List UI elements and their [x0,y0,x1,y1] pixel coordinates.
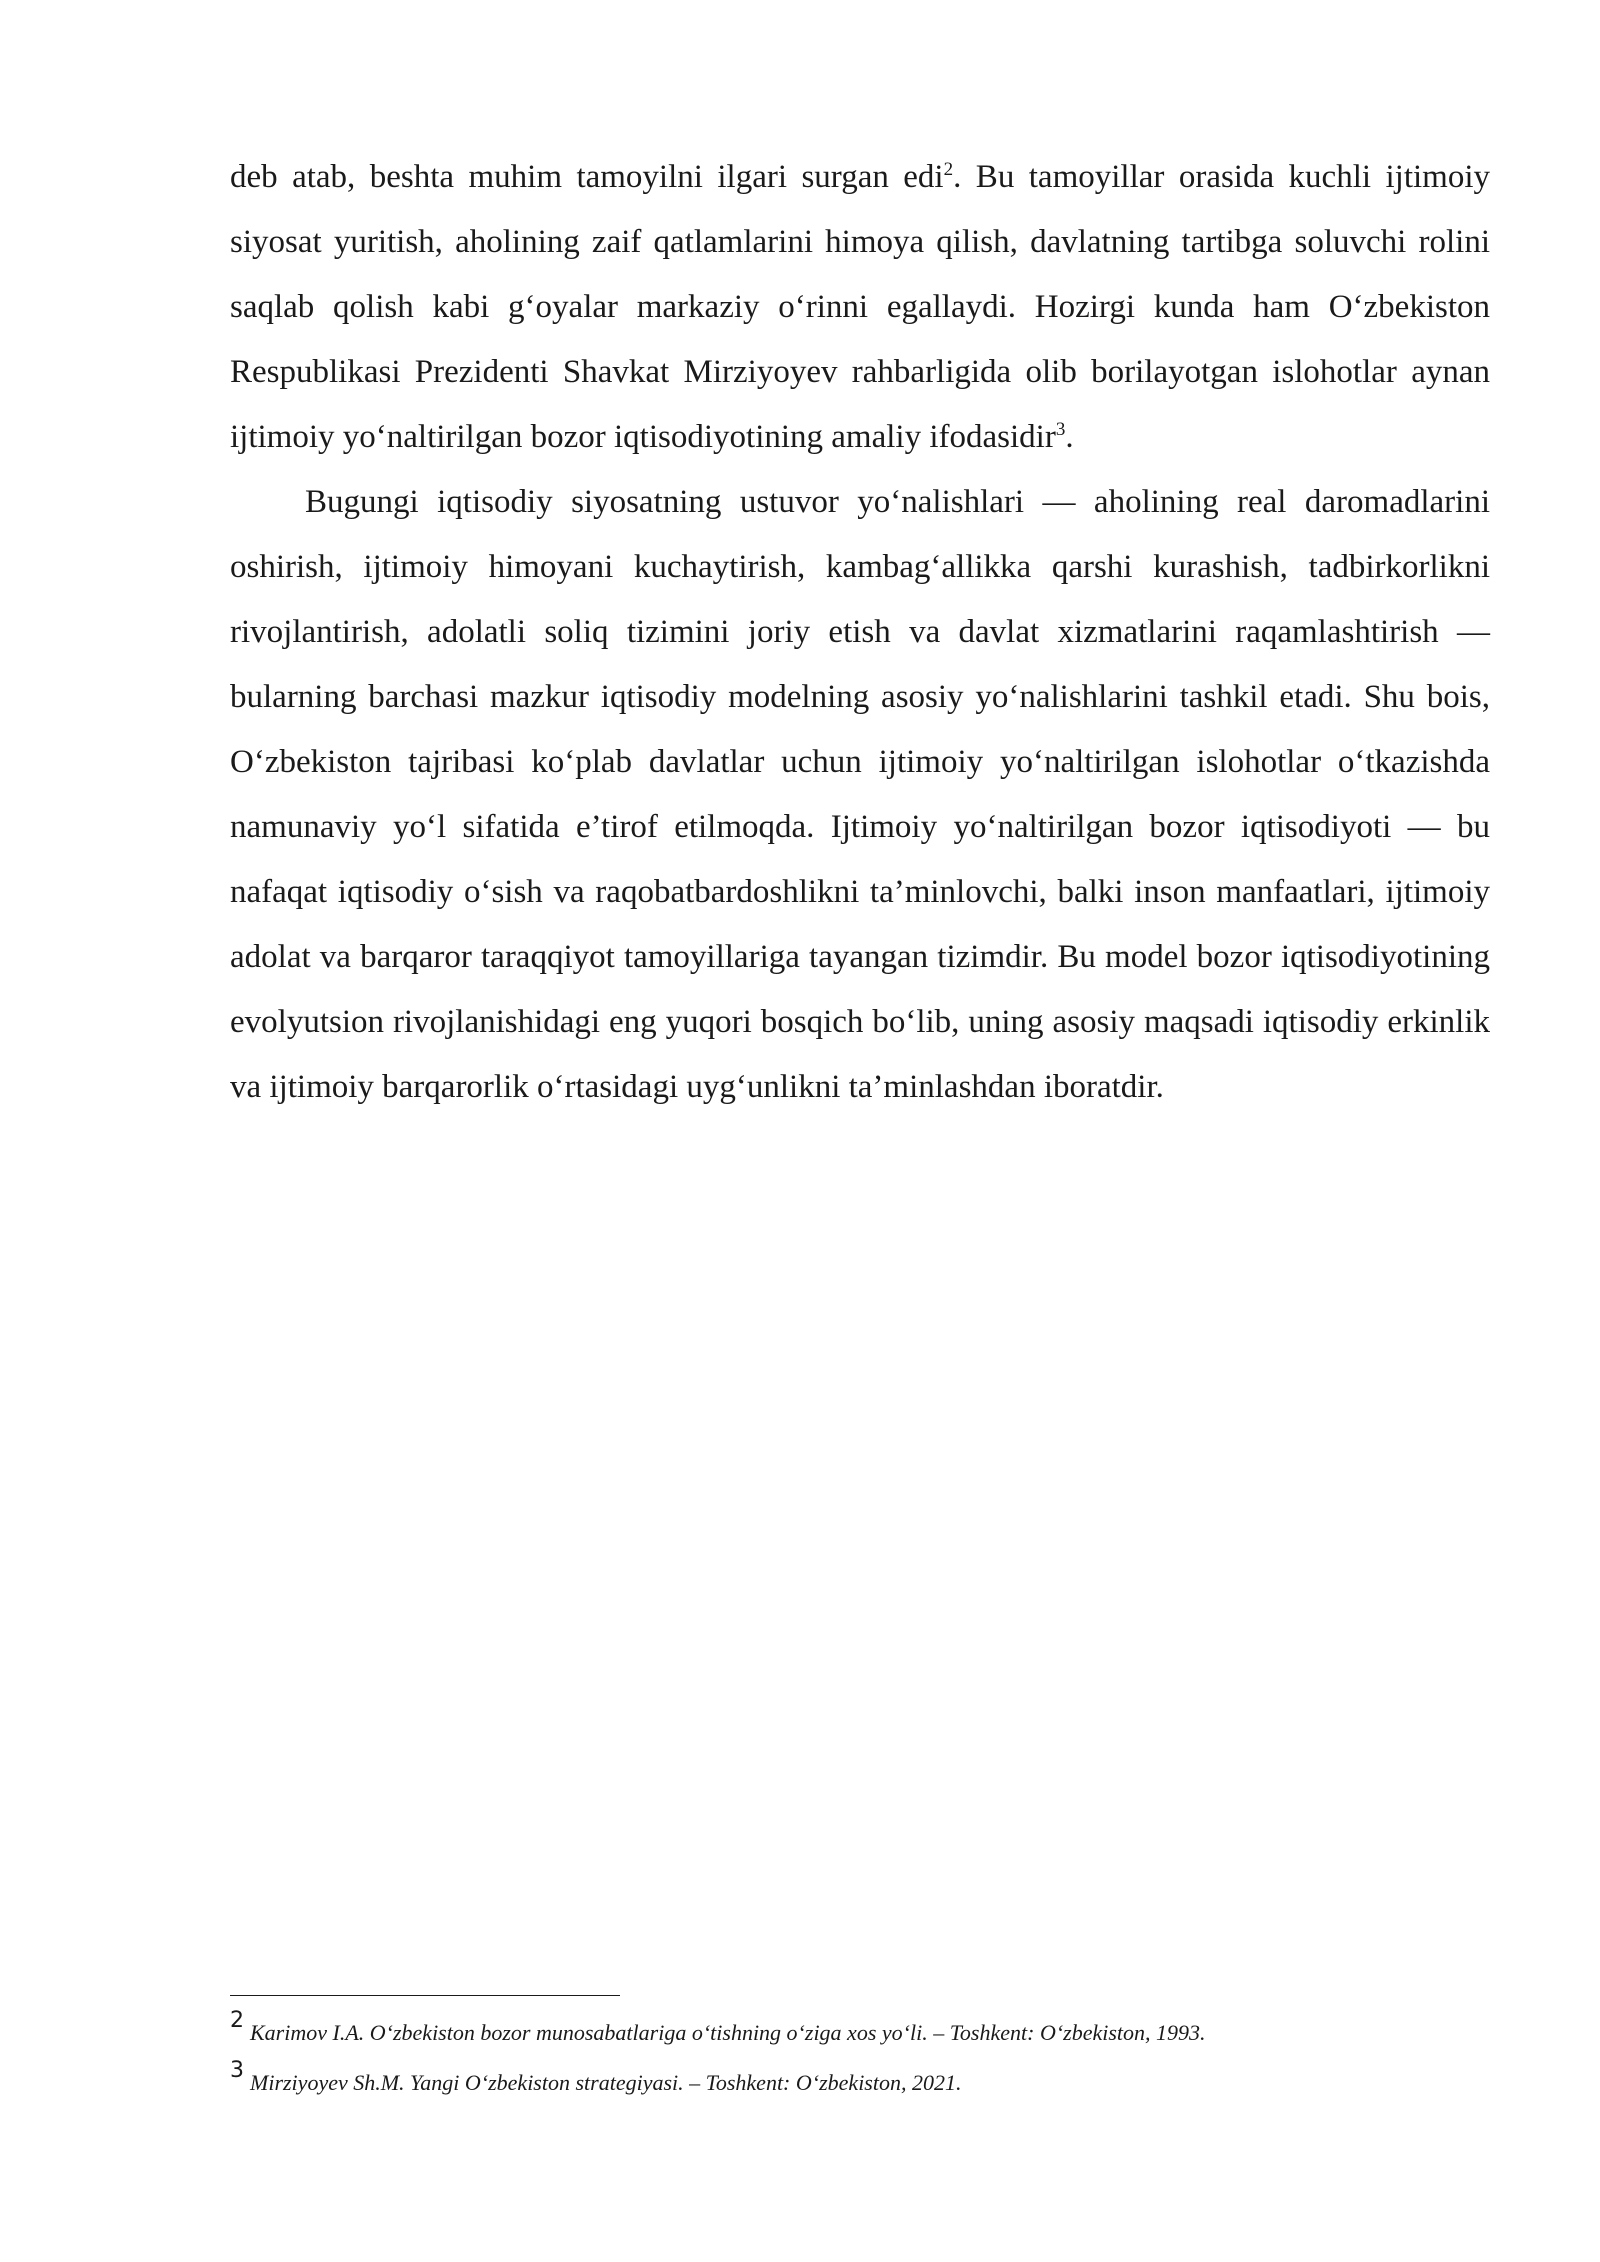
body-text [230,145,1490,1120]
paragraph-1-text-middle: . Bu tamoyillar orasida kuchli ijtimoiy siyosat yuritish, aholining zaif qatlamlarini himoya qilish, davlatning tartibga soluvchi rolini saqlab qolish kabi g‘oyalar markaziy o‘rinni egallaydi. Hozirgi kunda ham O‘zbekiston Respublikasi Prezidenti Shavkat Mirziyoyev rahbarligida olib borilayotgan islohotlar aynan ijtimoiy yo‘naltirilgan bozor iqtisodiyotining amaliy ifodasidir [230,159,1490,455]
footnote-separator [230,1995,620,1996]
footnote-ref-3[interactable]: 3 [1055,419,1066,440]
paragraph-1-text-end: . [1065,419,1074,455]
footnote-text: Mirziyoyev Sh.M. Yangi O‘zbekiston strategiyasi. – Toshkent: O‘zbekiston, 2021. [250,2070,962,2095]
footnote-3 [230,2058,1490,2108]
footnote-ref-2[interactable]: 2 [943,159,954,180]
footnote-mark: 2 [230,2008,244,2033]
footnote-text: Karimov I.A. O‘zbekiston bozor munosabatlariga o‘tishning o‘ziga xos yo‘li. – Toshkent: O‘zbekiston, 1993. [250,2020,1206,2045]
paragraph-2: Bugungi iqtisodiy siyosatning ustuvor yo‘nalishlari — aholining real daromadlarini oshirish, ijtimoiy himoyani kuchaytirish, kambag‘allikka qarshi kurashish, tadbirkorlikni rivojlantirish, adolatli soliq tizimini joriy etish va davlat xizmatlarini raqamlashtirish — bularning barchasi mazkur iqtisodiy modelning asosiy yo‘nalishlarini tashkil etadi. Shu bois, O‘zbekiston tajribasi ko‘plab davlatlar uchun ijtimoiy yo‘naltirilgan islohotlar o‘tkazishda namunaviy yo‘l sifatida e’tirof etilmoqda. Ijtimoiy yo‘naltirilgan bozor iqtisodiyoti — bu nafaqat iqtisodiy o‘sish va raqobatbardoshlikni ta’minlovchi, balki inson manfaatlari, ijtimoiy adolat va barqaror taraqqiyot tamoyillariga tayangan tizimdir. Bu model bozor iqtisodiyotining evolyutsion rivojlanishidagi eng yuqori bosqich bo‘lib, uning asosiy maqsadi iqtisodiy erkinlik va ijtimoiy barqarorlik o‘rtasidagi uyg‘unlikni ta’minlashdan iboratdir. [230,484,1490,1105]
paragraph-1-text-start: deb atab, beshta muhim tamoyilni ilgari surgan edi [230,159,944,195]
paragraph-1 [230,145,1490,470]
footnote-mark: 3 [230,2058,244,2083]
footnotes [230,2008,1490,2108]
footnote-2 [230,2008,1490,2058]
